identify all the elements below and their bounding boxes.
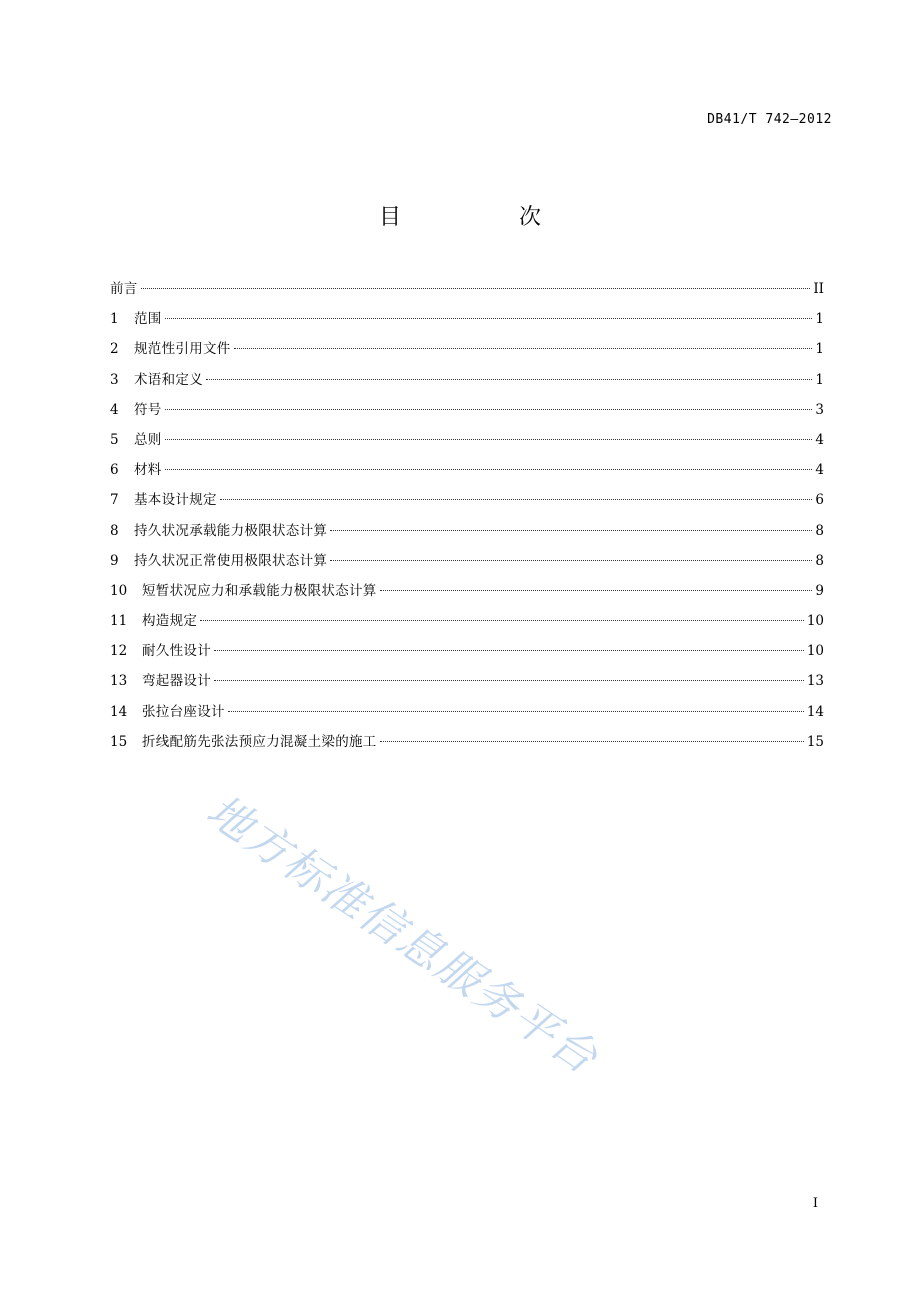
toc-entry-label[interactable]: 张拉台座设计 (142, 703, 225, 720)
toc-leader-dots (165, 409, 813, 410)
toc-entry-label[interactable]: 总则 (134, 431, 162, 448)
toc-entry-number: 14 (110, 703, 128, 720)
toc-entry[interactable] (110, 581, 824, 611)
toc-entry-number: 12 (110, 643, 128, 660)
toc-entry[interactable] (110, 370, 824, 400)
toc-entry[interactable] (110, 551, 824, 581)
toc-entry[interactable] (110, 611, 824, 641)
toc-entry[interactable] (110, 490, 824, 520)
toc-entry-label[interactable]: 基本设计规定 (134, 492, 217, 509)
toc-entry-label[interactable]: 构造规定 (142, 613, 198, 630)
toc-entry-page: 8 (815, 552, 824, 569)
toc-leader-dots (200, 620, 804, 621)
page-title: 目 次 (378, 205, 589, 230)
toc-leader-dots (165, 469, 813, 470)
toc-entry-page: 4 (815, 462, 824, 479)
toc-entry-number: 9 (110, 552, 119, 569)
toc-entry-number: 6 (110, 462, 119, 479)
toc-entry-number: 11 (110, 613, 128, 630)
toc-entry-page: 4 (815, 431, 824, 448)
toc-entry-page: 8 (815, 522, 824, 539)
toc-leader-dots (380, 741, 804, 742)
toc-entry-label[interactable]: 规范性引用文件 (134, 341, 231, 358)
toc-leader-dots (214, 650, 804, 651)
toc-leader-dots (228, 711, 804, 712)
toc-entry-number: 3 (110, 371, 119, 388)
table-of-contents (110, 279, 824, 762)
toc-entry[interactable] (110, 732, 824, 762)
toc-entry-label[interactable]: 弯起器设计 (142, 673, 211, 690)
toc-entry-page: 10 (806, 643, 824, 660)
toc-entry-label[interactable]: 符号 (134, 401, 162, 418)
toc-entry-page: 9 (815, 582, 824, 599)
toc-entry-page: 1 (815, 311, 824, 328)
toc-entry[interactable] (110, 430, 824, 460)
toc-leader-dots (206, 379, 812, 380)
document-code: DB41/T 742—2012 (707, 112, 832, 127)
toc-leader-dots (380, 590, 813, 591)
toc-leader-dots (214, 680, 804, 681)
toc-entry-label[interactable]: 短暂状况应力和承载能力极限状态计算 (142, 582, 377, 599)
toc-entry-number: 15 (110, 733, 128, 750)
toc-entry[interactable] (110, 641, 824, 671)
toc-entry-number: 8 (110, 522, 119, 539)
toc-entry-page: 3 (815, 401, 824, 418)
toc-leader-dots (330, 560, 812, 561)
toc-entry-label[interactable]: 持久状况承载能力极限状态计算 (134, 522, 328, 539)
toc-leader-dots (234, 348, 813, 349)
toc-entry-number: 7 (110, 492, 119, 509)
toc-entry[interactable] (110, 339, 824, 369)
page-number: I (812, 1196, 818, 1211)
toc-entry-label[interactable]: 折线配筋先张法预应力混凝土梁的施工 (142, 733, 377, 750)
toc-entry[interactable] (110, 460, 824, 490)
toc-leader-dots (141, 288, 811, 289)
toc-entry-label[interactable]: 材料 (134, 462, 162, 479)
toc-entry[interactable] (110, 671, 824, 701)
toc-entry-number: 2 (110, 341, 119, 358)
toc-entry-number: 1 (110, 311, 119, 328)
toc-entry[interactable] (110, 279, 824, 309)
toc-entry-number: 4 (110, 401, 119, 418)
toc-entry[interactable] (110, 702, 824, 732)
toc-entry[interactable] (110, 309, 824, 339)
toc-entry-label[interactable]: 范围 (134, 311, 162, 328)
toc-entry-label[interactable]: 前言 (110, 281, 138, 297)
toc-entry-page: 1 (815, 341, 824, 358)
toc-entry-label[interactable]: 耐久性设计 (142, 643, 211, 660)
toc-leader-dots (330, 530, 812, 531)
watermark: 地方标准信息服务平台 (197, 785, 608, 1085)
toc-entry-number: 10 (110, 582, 128, 599)
toc-leader-dots (220, 499, 813, 500)
toc-entry-page: 14 (806, 703, 824, 720)
toc-entry[interactable] (110, 521, 824, 551)
toc-entry[interactable] (110, 400, 824, 430)
toc-leader-dots (165, 439, 813, 440)
toc-entry-page: 10 (806, 613, 824, 630)
toc-entry-number: 5 (110, 431, 119, 448)
toc-entry-page: 15 (806, 733, 824, 750)
toc-entry-page: 13 (806, 673, 824, 690)
toc-leader-dots (165, 318, 813, 319)
toc-entry-page: 1 (815, 371, 824, 388)
toc-entry-label[interactable]: 术语和定义 (134, 371, 203, 388)
toc-entry-page: II (813, 281, 824, 297)
toc-entry-page: 6 (815, 492, 824, 509)
toc-entry-number: 13 (110, 673, 128, 690)
toc-entry-label[interactable]: 持久状况正常使用极限状态计算 (134, 552, 328, 569)
